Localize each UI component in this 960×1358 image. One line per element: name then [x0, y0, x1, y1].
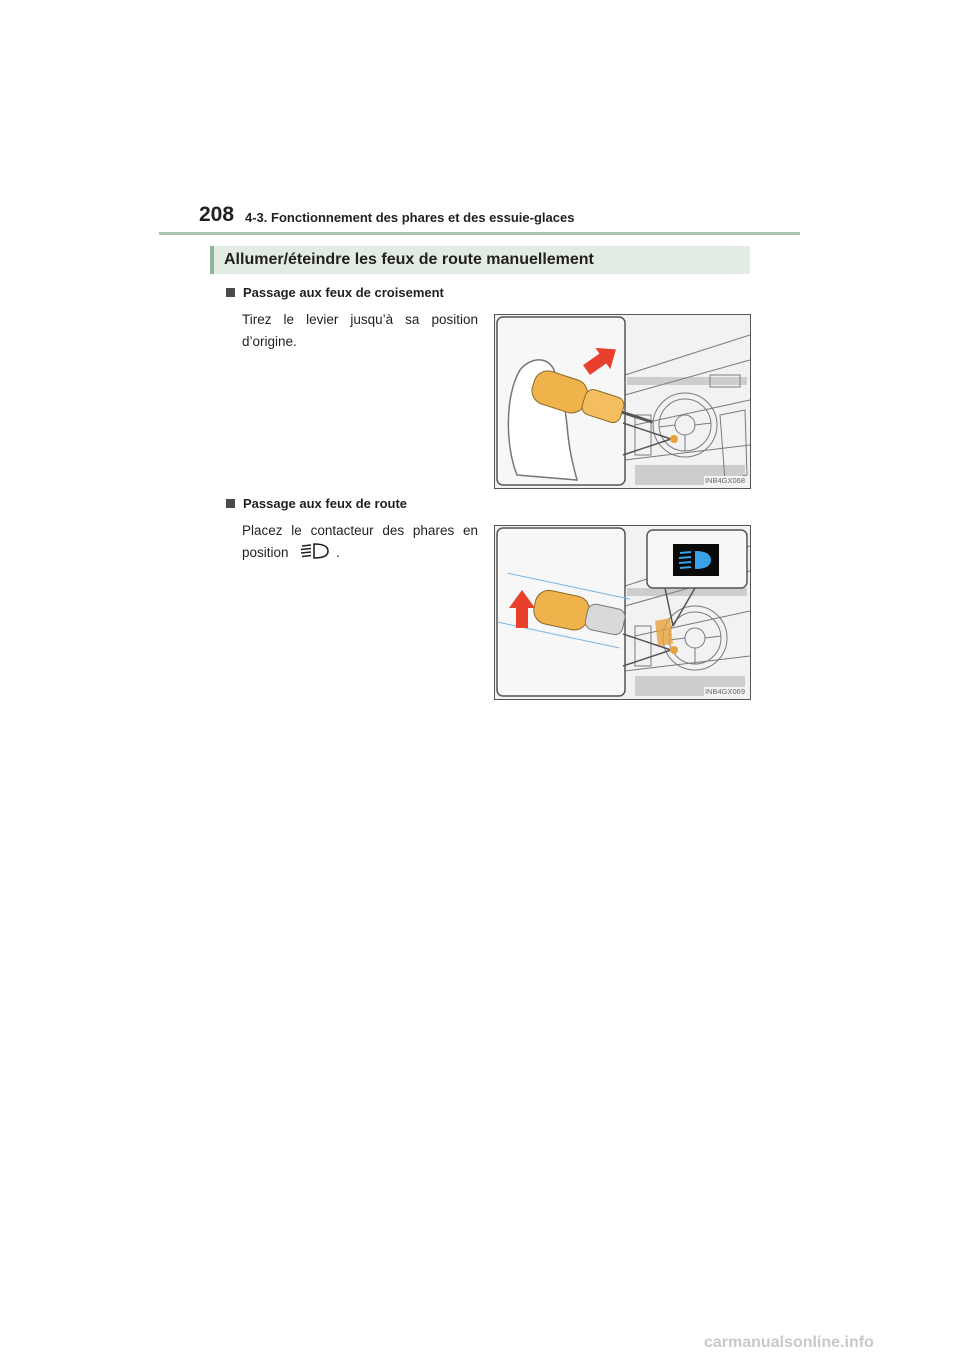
square-bullet-icon: [226, 499, 235, 508]
subheading-low-beam-text: Passage aux feux de croisement: [243, 285, 444, 300]
figure-code-2: INB4GX069: [704, 687, 745, 696]
section-accent: [210, 246, 214, 274]
high-beam-icon: [298, 542, 332, 560]
paragraph-high-beam-text: Placez le contacteur des phares en position: [242, 523, 478, 560]
page-number: 208: [199, 203, 235, 226]
paragraph-high-beam-end: .: [336, 545, 340, 560]
figure-high-beam-illustration: [494, 525, 751, 700]
square-bullet-icon: [226, 288, 235, 297]
figure-code-1: INB4GX068: [704, 476, 745, 485]
section-title: Allumer/éteindre les feux de route manuellement: [224, 251, 594, 268]
subheading-low-beam: [226, 285, 444, 301]
section-bar: [210, 246, 750, 274]
chapter-title: 4-3. Fonctionnement des phares et des essuie-glaces: [245, 210, 575, 225]
paragraph-low-beam: Tirez le levier jusqu’à sa position d’origine.: [242, 312, 478, 349]
paragraph-high-beam: [242, 520, 478, 564]
subheading-high-beam-text: Passage aux feux de route: [243, 496, 408, 511]
figure-low-beam-illustration: [494, 314, 751, 489]
subheading-high-beam: [226, 496, 407, 512]
watermark-logo: [704, 1331, 954, 1353]
svg-text:carmanualsonline.info: carmanualsonline.info: [704, 1334, 874, 1351]
header-rule: [159, 232, 800, 235]
